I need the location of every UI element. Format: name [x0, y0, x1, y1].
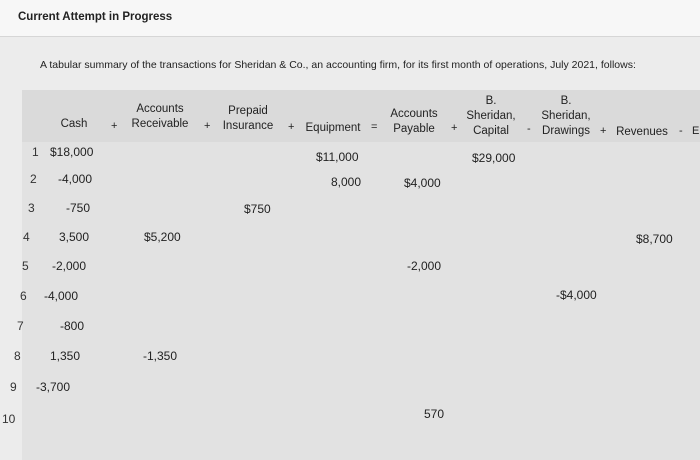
- operator-plus: +: [600, 125, 607, 137]
- cash-value: $18,000: [50, 145, 94, 159]
- page-header: [0, 0, 700, 37]
- cash-value: -800: [60, 319, 85, 333]
- row-number: 3: [28, 201, 35, 215]
- col-drawings-header: B. Sheridan, Drawings: [541, 95, 591, 137]
- col-cash-header: Cash: [60, 118, 88, 130]
- cash-value: 3,500: [59, 230, 90, 244]
- operator-plus: +: [451, 122, 458, 134]
- cash-value: -2,000: [52, 259, 87, 273]
- equipment-value: 8,000: [331, 175, 362, 189]
- cash-value: -3,700: [36, 380, 71, 394]
- operator-minus: -: [527, 123, 531, 135]
- prepaid-insurance-value: $750: [244, 202, 271, 216]
- cash-value: -750: [66, 201, 91, 215]
- row-number: 9: [10, 380, 17, 394]
- drawings-value: -$4,000: [556, 288, 597, 302]
- row-number: 6: [20, 289, 27, 303]
- col-capital-header: B. Sheridan, Capital: [466, 95, 516, 137]
- operator-minus: -: [679, 125, 683, 137]
- cash-value: -4,000: [44, 289, 79, 303]
- attempt-status: Current Attempt in Progress: [18, 11, 173, 23]
- row-number: 2: [30, 172, 37, 186]
- operator-plus: +: [111, 120, 118, 132]
- row-number: 1: [32, 145, 39, 159]
- row-number: 8: [14, 349, 21, 363]
- operator-equals: =: [371, 121, 378, 133]
- col-revenues-header: Revenues: [616, 126, 668, 138]
- capital-value: $29,000: [472, 151, 516, 165]
- accounts-receivable-value: $5,200: [144, 230, 181, 244]
- accounts-payable-value: $4,000: [404, 176, 441, 190]
- row-number: 10: [2, 412, 16, 426]
- row-number: 7: [17, 319, 24, 333]
- equipment-value: $11,000: [316, 150, 359, 164]
- accounts-receivable-value: -1,350: [143, 349, 178, 363]
- revenues-value: $8,700: [636, 232, 673, 246]
- question-intro: A tabular summary of the transactions for Sheridan & Co., an accounting firm, for its first month of operations, July 2021, follows:: [40, 59, 636, 71]
- cash-value: -4,000: [58, 172, 93, 186]
- col-accounts-payable-header: Accounts Payable: [390, 108, 438, 135]
- transactions-table: [22, 90, 700, 460]
- operator-plus: +: [204, 120, 211, 132]
- col-equipment-header: Equipment: [305, 122, 361, 134]
- cash-value: 1,350: [50, 349, 81, 363]
- accounts-payable-value: -2,000: [407, 259, 442, 273]
- row-number: 5: [22, 259, 29, 273]
- col-prepaid-insurance-header: Prepaid Insurance: [222, 105, 274, 132]
- row-number: 4: [23, 230, 30, 244]
- operator-expenses-truncated: E: [692, 125, 700, 137]
- operator-plus: +: [288, 121, 295, 133]
- col-accounts-receivable-header: Accounts Receivable: [131, 103, 189, 130]
- accounts-payable-value: 570: [424, 407, 445, 421]
